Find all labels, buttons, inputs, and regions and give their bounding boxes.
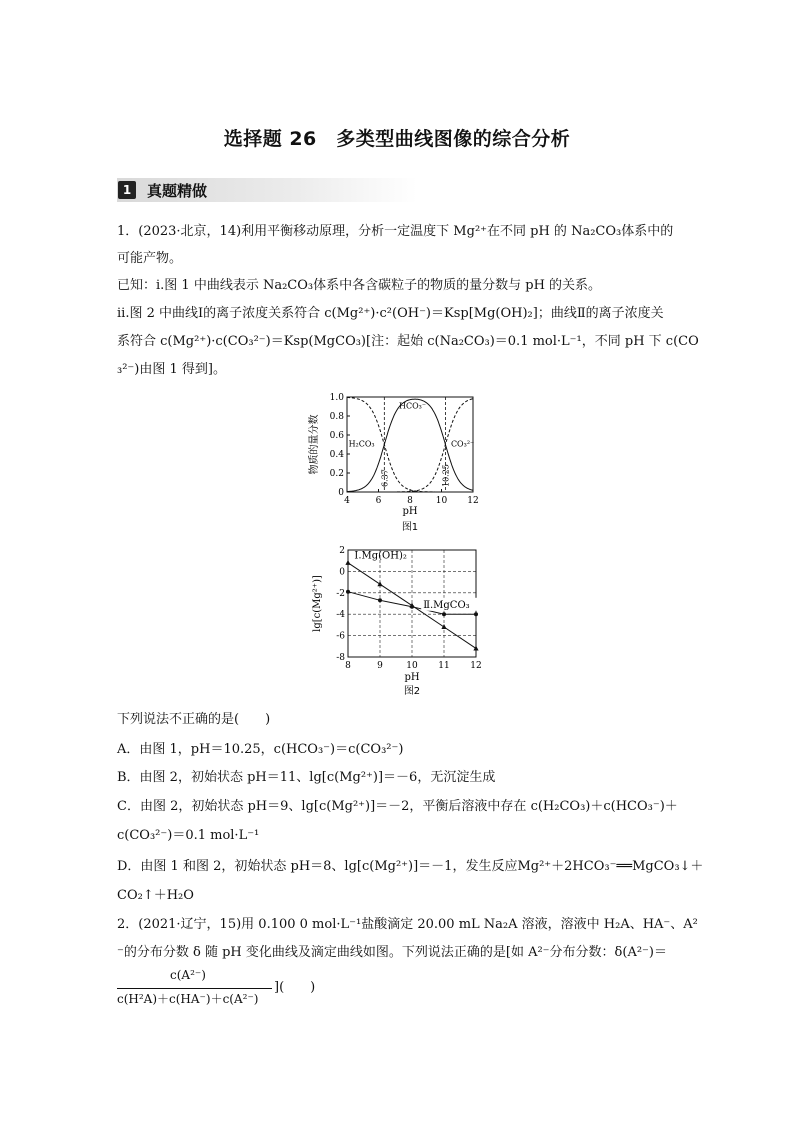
q1-line6: ₃²⁻)由图 1 得到]。 xyxy=(117,362,226,377)
q2-denominator: c(H²A)＋c(HA⁻)＋c(A²⁻) xyxy=(117,992,259,1006)
x-tick-label: 12 xyxy=(467,496,479,506)
q2-line2: ⁻的分布分数 δ 随 pH 变化曲线及滴定曲线如图。下列说法正确的是[如 A²⁻分布分数：δ(A²⁻)＝ xyxy=(117,945,667,960)
figure-caption: 图2 xyxy=(403,686,421,697)
x-tick-label: 9 xyxy=(377,661,383,671)
series-0-point xyxy=(377,581,382,586)
fraction-bar xyxy=(117,988,272,989)
series-1-point xyxy=(474,612,478,616)
y-tick-label: 0.8 xyxy=(329,412,344,422)
q2-tail: ]( ) xyxy=(274,980,316,995)
q2-line1: 2．(2021·辽宁，15)用 0.100 0 mol·L⁻¹盐酸滴定 20.00 mL Na₂A 溶液，溶液中 H₂A、HA⁻、A² xyxy=(117,917,698,932)
series-0-point xyxy=(345,560,350,565)
y-tick-label: 0.4 xyxy=(329,450,344,460)
y-axis-label: 物质的量分数 xyxy=(309,414,320,475)
page-title: 选择题 26 多类型曲线图像的综合分析 xyxy=(223,128,571,150)
option-c-line1[interactable]: C．由图 2，初始状态 pH＝9、lg[c(Mg²⁺)]＝－2，平衡后溶液中存在 c(H₂CO₃)＋c(HCO₃⁻)＋ xyxy=(117,799,678,814)
y-tick-label: -2 xyxy=(336,588,345,599)
series-label-mgco3: Ⅱ.MgCO₃ xyxy=(423,599,470,611)
option-c-line2: c(CO₃²⁻)＝0.1 mol·L⁻¹ xyxy=(117,828,260,843)
x-tick-label: 8 xyxy=(407,496,413,506)
series-label-mgoh2: Ⅰ.Mg(OH)₂ xyxy=(354,550,407,562)
figure-1 xyxy=(300,388,500,536)
pka-label: 10.25 xyxy=(441,464,451,487)
y-tick-label: 1.0 xyxy=(329,393,344,403)
x-tick-label: 4 xyxy=(344,496,350,506)
q1-line2: 可能产物。 xyxy=(117,251,183,266)
pka-label: 6.37 xyxy=(380,469,390,487)
x-axis-label: pH xyxy=(404,672,420,683)
q1-line3: 已知：i.图 1 中曲线表示 Na₂CO₃体系中各含碳粒子的物质的量分数与 pH 的关系。 xyxy=(117,278,602,293)
q2-numerator: c(A²⁻) xyxy=(170,968,206,982)
y-tick-label: 0.6 xyxy=(329,431,344,441)
series-1-point xyxy=(410,605,414,609)
q1-line1: 1．(2023·北京，14)利用平衡移动原理，分析一定温度下 Mg²⁺在不同 pH 的 Na₂CO₃体系中的 xyxy=(117,224,674,239)
series-0-point xyxy=(441,624,446,629)
x-tick-label: 8 xyxy=(345,661,351,671)
y-tick-label: 0 xyxy=(339,567,345,578)
series-0-point xyxy=(473,645,478,650)
y-tick-label: 0.2 xyxy=(329,469,344,479)
x-axis-label: pH xyxy=(402,506,418,517)
figure-2 xyxy=(300,540,500,700)
figure-caption: 图1 xyxy=(401,522,419,533)
series-label-co3: CO₃²⁻ xyxy=(450,439,475,449)
section-label: 真题精做 xyxy=(147,182,208,200)
y-axis-label: lg[c(Mg²⁺)] xyxy=(312,575,323,632)
series-1-point xyxy=(442,612,446,616)
option-d-line1[interactable]: D．由图 1 和图 2，初始状态 pH＝8、lg[c(Mg²⁺)]＝－1，发生反应Mg²⁺＋2HCO₃⁻══MgCO₃↓＋ xyxy=(117,859,704,874)
option-a[interactable]: A．由图 1，pH＝10.25，c(HCO₃⁻)＝c(CO₃²⁻) xyxy=(117,742,404,757)
y-tick-label: -4 xyxy=(336,610,345,621)
section-header xyxy=(117,178,237,202)
x-tick-label: 11 xyxy=(438,661,450,671)
x-tick-label: 6 xyxy=(375,496,382,506)
series-label-hco3: HCO₃⁻ xyxy=(398,401,427,411)
y-tick-label: 0 xyxy=(338,488,344,498)
q1-line5: 系符合 c(Mg²⁺)·c(CO₃²⁻)＝Ksp(MgCO₃)[注：起始 c(Na₂CO₃)＝0.1 mol·L⁻¹，不同 pH 下 c(CO xyxy=(117,334,699,349)
series-label-h2co3: H₂CO₃ xyxy=(348,439,375,449)
q1-stem: 下列说法不正确的是( ) xyxy=(117,712,271,727)
q1-line4: ii.图 2 中曲线Ⅰ的离子浓度关系符合 c(Mg²⁺)·c²(OH⁻)＝Ksp[Mg(OH)₂]；曲线Ⅱ的离子浓度关 xyxy=(117,306,664,321)
series-1-point xyxy=(378,598,382,602)
x-tick-label: 10 xyxy=(406,661,418,671)
y-tick-label: 2 xyxy=(339,546,345,556)
section-number: 1 xyxy=(118,181,136,199)
option-d-line2: CO₂↑＋H₂O xyxy=(117,888,194,903)
y-tick-label: -6 xyxy=(336,631,345,642)
x-tick-label: 10 xyxy=(435,496,448,506)
x-tick-label: 12 xyxy=(470,661,482,671)
option-b[interactable]: B．由图 2，初始状态 pH＝11、lg[c(Mg²⁺)]＝－6，无沉淀生成 xyxy=(117,770,496,785)
series-1-point xyxy=(346,590,350,594)
y-tick-label: -8 xyxy=(336,653,345,663)
